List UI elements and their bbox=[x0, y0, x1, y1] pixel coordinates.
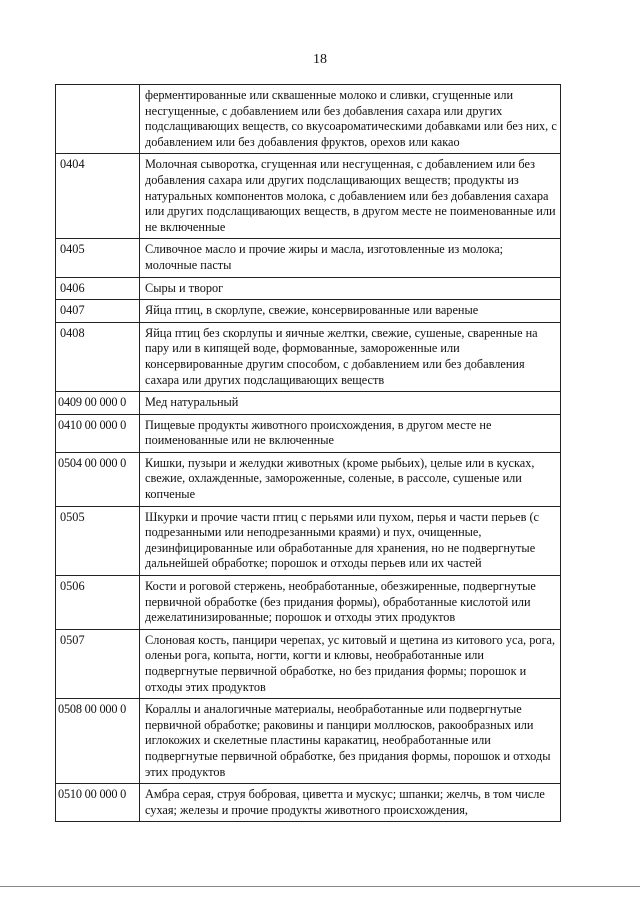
commodity-code-table bbox=[55, 84, 561, 822]
table-row bbox=[56, 506, 561, 575]
description-cell: Амбра серая, струя бобровая, циветта и мускус; шпанки; желчь, в том числе сухая; железы и прочие продукты животного происхождения, bbox=[140, 784, 561, 822]
scan-bottom-edge bbox=[0, 886, 640, 887]
table-row bbox=[56, 576, 561, 630]
table-row bbox=[56, 629, 561, 698]
description-cell: Яйца птиц без скорлупы и яичные желтки, свежие, сушеные, сваренные на пару или в кипящей воде, формованные, замороженные или консервированные другим способом, с добавлением или без добавления сахара или других подслащивающих веществ bbox=[140, 322, 561, 391]
code-cell: 0507 bbox=[56, 629, 140, 698]
table-row bbox=[56, 277, 561, 300]
description-cell: Слоновая кость, панцири черепах, ус китовый и щетина из китового уса, рога, оленьи рога, копыта, ногти, когти и клювы, необработанные или подвергнутые первичной обработке, но без придания формы; порошок и отходы этих продуктов bbox=[140, 629, 561, 698]
description-cell: Сыры и творог bbox=[140, 277, 561, 300]
code-cell: 0505 bbox=[56, 506, 140, 575]
table-row bbox=[56, 322, 561, 391]
description-cell: Сливочное масло и прочие жиры и масла, изготовленные из молока; молочные пасты bbox=[140, 239, 561, 277]
description-cell: Яйца птиц, в скорлупе, свежие, консервированные или вареные bbox=[140, 300, 561, 323]
description-cell: Шкурки и прочие части птиц с перьями или пухом, перья и части перьев (с подрезанными или неподрезанными краями) и пух, очищенные, дезинфицированные или обработанные для хранения, но не подвергнутые дальнейшей обработке; порошок и отходы перьев или их частей bbox=[140, 506, 561, 575]
description-cell: Кости и роговой стержень, необработанные, обезжиренные, подвергнутые первичной обработке (без придания формы), обработанные кислотой или дежелатинизированные; порошок и отходы этих продуктов bbox=[140, 576, 561, 630]
description-cell: Мед натуральный bbox=[140, 392, 561, 415]
code-cell: 0406 bbox=[56, 277, 140, 300]
description-cell: Пищевые продукты животного происхождения, в другом месте не поименованные или не включенные bbox=[140, 414, 561, 452]
code-cell bbox=[56, 85, 140, 154]
table-row bbox=[56, 154, 561, 239]
table-row bbox=[56, 452, 561, 506]
page-number: 18 bbox=[313, 52, 327, 67]
code-cell: 0409 00 000 0 bbox=[56, 392, 140, 415]
table-row bbox=[56, 300, 561, 323]
table-row bbox=[56, 392, 561, 415]
description-cell: ферментированные или сквашенные молоко и сливки, сгущенные или несгущенные, с добавлением или без добавления сахара или других подслащивающих веществ, со вкусоароматическими добавками или без них, с добавлением или без добавления фруктов, орехов или какао bbox=[140, 85, 561, 154]
code-cell: 0510 00 000 0 bbox=[56, 784, 140, 822]
table-row bbox=[56, 85, 561, 154]
code-cell: 0504 00 000 0 bbox=[56, 452, 140, 506]
code-cell: 0404 bbox=[56, 154, 140, 239]
table-row bbox=[56, 784, 561, 822]
code-cell: 0407 bbox=[56, 300, 140, 323]
description-cell: Молочная сыворотка, сгущенная или несгущенная, с добавлением или без добавления сахара или других подслащивающих веществ; продукты из натуральных компонентов молока, с добавлением или без добавления сахара или других подслащивающих веществ, в другом месте не поименованные или не включенные bbox=[140, 154, 561, 239]
code-cell: 0506 bbox=[56, 576, 140, 630]
description-cell: Кишки, пузыри и желудки животных (кроме рыбьих), целые или в кусках, свежие, охлажденные, замороженные, соленые, в рассоле, сушеные или копченые bbox=[140, 452, 561, 506]
code-cell: 0408 bbox=[56, 322, 140, 391]
table-row bbox=[56, 699, 561, 784]
description-cell: Кораллы и аналогичные материалы, необработанные или подвергнутые первичной обработке; раковины и панцири моллюсков, ракообразных или иглокожих и скелетные пластины каракатиц, необработанные или подвергнутые первичной обработке, без придания формы, порошок и отходы этих продуктов bbox=[140, 699, 561, 784]
table-row bbox=[56, 414, 561, 452]
code-cell: 0405 bbox=[56, 239, 140, 277]
table-row bbox=[56, 239, 561, 277]
code-cell: 0410 00 000 0 bbox=[56, 414, 140, 452]
code-cell: 0508 00 000 0 bbox=[56, 699, 140, 784]
